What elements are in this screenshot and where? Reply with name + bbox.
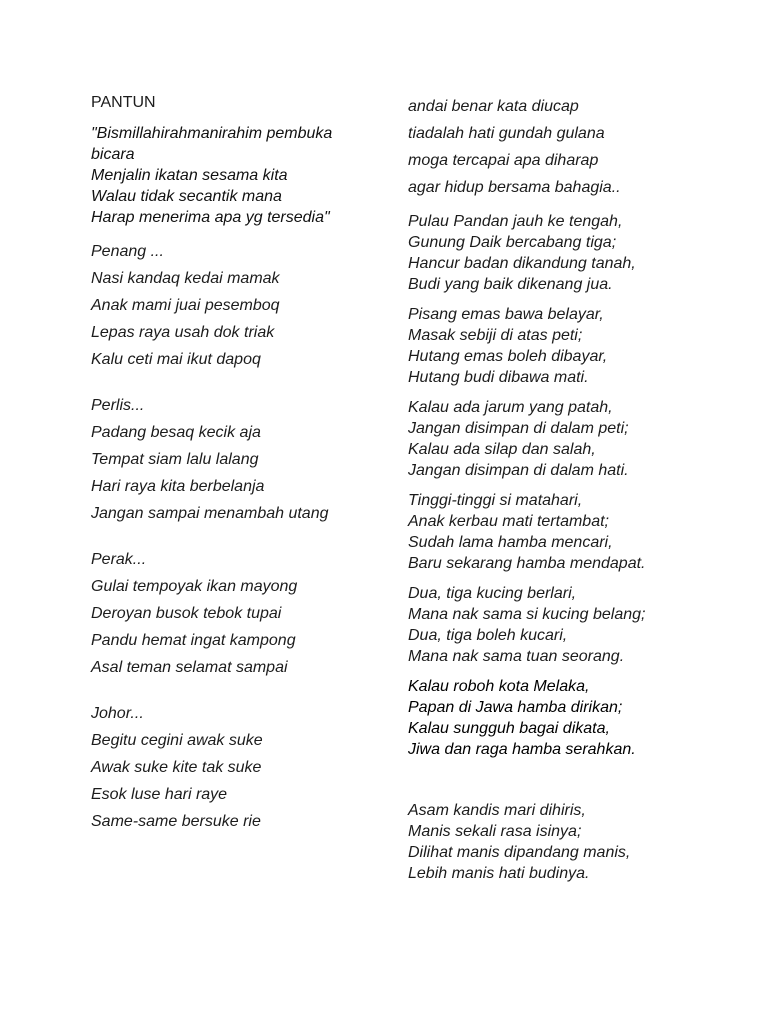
stanza-perak [91,546,381,681]
stanza-line: Papan di Jawa hamba dirikan; [408,699,623,716]
stanza-line: Pulau Pandan jauh ke tengah, [408,213,623,230]
stanza-line: Begitu cegini awak suke [91,732,263,749]
stanza-line: Asal teman selamat sampai [91,659,288,676]
stanza-heading: Johor... [91,705,144,722]
stanza-line: Kalau ada jarum yang patah, [408,399,613,416]
stanza-line: Kalau roboh kota Melaka, [408,678,590,695]
stanza-line: Mana nak sama tuan seorang. [408,648,625,665]
stanza-line: Jiwa dan raga hamba serahkan. [408,741,636,758]
intro-line: andai benar kata diucap [408,98,579,115]
stanza-line: Hari raya kita berbelanja [91,478,265,495]
document-title: PANTUN [91,94,156,111]
opening-line: bicara [91,146,135,163]
stanza-line: Manis sekali rasa isinya; [408,823,582,840]
opening-verse [91,123,381,228]
stanza-line: Awak suke kite tak suke [91,759,262,776]
opening-line: Harap menerima apa yg tersedia" [91,209,330,226]
stanza-line: Dua, tiga kucing berlari, [408,585,577,602]
stanza-line: Anak kerbau mati tertambat; [408,513,609,530]
stanza-line: Tempat siam lalu lalang [91,451,259,468]
stanza-line: Hutang emas boleh dibayar, [408,348,608,365]
stanza-line: Nasi kandaq kedai mamak [91,270,280,287]
stanza-line: Jangan disimpan di dalam hati. [408,462,629,479]
stanza-kucing [408,583,748,667]
stanza-line: Budi yang baik dikenang jua. [408,276,613,293]
stanza-line: Gunung Daik bercabang tiga; [408,234,617,251]
stanza-line: Esok luse hari raye [91,786,228,803]
opening-line: Menjalin ikatan sesama kita [91,167,288,184]
stanza-heading: Penang ... [91,243,164,260]
stanza-line: Kalu ceti mai ikut dapoq [91,351,261,368]
intro-line: moga tercapai apa diharap [408,152,599,169]
stanza-line: Padang besaq kecik aja [91,424,261,441]
stanza-line: Pisang emas bawa belayar, [408,306,604,323]
stanza-line: Jangan sampai menambah utang [91,505,329,522]
stanza-penang [91,238,381,373]
stanza-line: Kalau sungguh bagai dikata, [408,720,610,737]
stanza-kota-melaka [408,676,748,760]
stanza-line: Masak sebiji di atas peti; [408,327,583,344]
stanza-line: Dilihat manis dipandang manis, [408,844,631,861]
stanza-line: Lebih manis hati budinya. [408,865,590,882]
stanza-line: Mana nak sama si kucing belang; [408,606,646,623]
right-column [408,93,748,893]
stanza-matahari [408,490,748,574]
stanza-jarum-patah [408,397,748,481]
stanza-heading: Perlis... [91,397,145,414]
stanza-line: Hancur badan dikandung tanah, [408,255,636,272]
stanza-line: Baru sekarang hamba mendapat. [408,555,646,572]
stanza-line: Tinggi-tinggi si matahari, [408,492,583,509]
stanza-line: Jangan disimpan di dalam peti; [408,420,629,437]
stanza-asam-kandis [408,800,748,884]
stanza-pisang-emas [408,304,748,388]
stanza-line: Gulai tempoyak ikan mayong [91,578,298,595]
opening-line: Walau tidak secantik mana [91,188,282,205]
intro-verse [408,93,748,201]
intro-line: agar hidup bersama bahagia.. [408,179,621,196]
stanza-line: Dua, tiga boleh kucari, [408,627,568,644]
stanza-line: Pandu hemat ingat kampong [91,632,296,649]
stanza-line: Deroyan busok tebok tupai [91,605,282,622]
stanza-line: Lepas raya usah dok triak [91,324,275,341]
left-column [91,93,381,854]
opening-line: "Bismillahirahmanirahim pembuka [91,125,333,142]
stanza-pulau-pandan [408,211,748,295]
stanza-line: Hutang budi dibawa mati. [408,369,589,386]
stanza-heading: Perak... [91,551,147,568]
stanza-line: Asam kandis mari dihiris, [408,802,586,819]
stanza-johor [91,700,381,835]
stanza-line: Kalau ada silap dan salah, [408,441,596,458]
stanza-line: Same-same bersuke rie [91,813,261,830]
intro-line: tiadalah hati gundah gulana [408,125,605,142]
stanza-line: Anak mami juai pesemboq [91,297,280,314]
stanza-line: Sudah lama hamba mencari, [408,534,613,551]
stanza-perlis [91,392,381,527]
